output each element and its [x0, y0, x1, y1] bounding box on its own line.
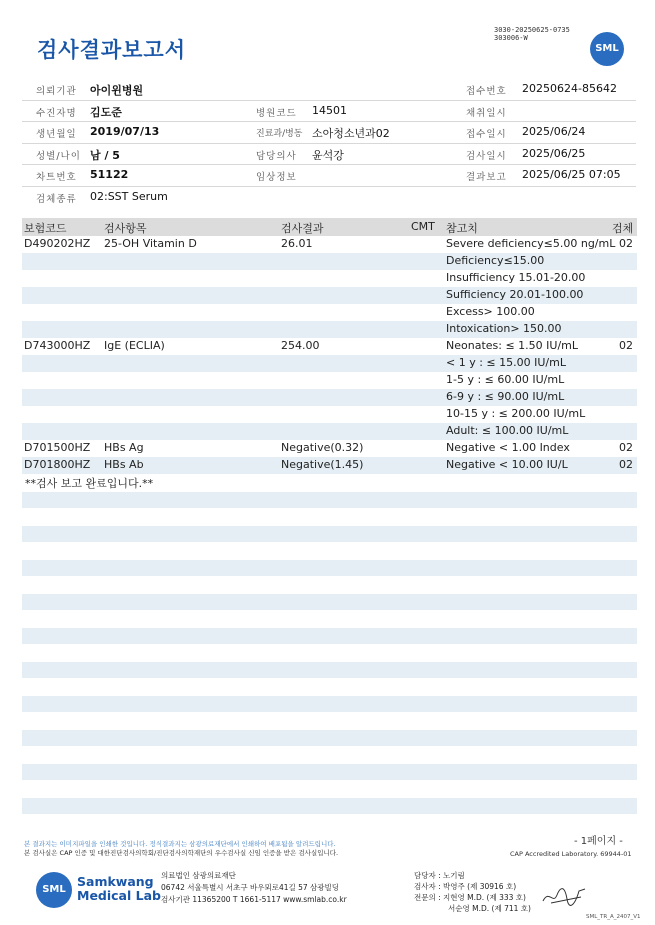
- result-row: [22, 423, 637, 440]
- document-id-line2: 303006-W: [494, 34, 528, 42]
- specimen-label: 검체종류: [36, 193, 77, 205]
- chart-no-label: 차트번호: [36, 172, 77, 183]
- report-date-label: 결과보고: [466, 172, 507, 183]
- test-date-value: 2025/06/25: [522, 146, 586, 160]
- result-row: [22, 372, 637, 389]
- notice-image-print: 본 결과지는 이미지파일을 인쇄한 것입니다. 정식결과지는 삼광의료재단에서 인쇄하여 배포됨을 알려드립니다.: [24, 840, 336, 848]
- result-item: 25-OH Vitamin D: [104, 237, 197, 250]
- hospital-code-label: 병원코드: [256, 107, 297, 119]
- result-spec: 02: [619, 339, 633, 352]
- result-ref: Severe deficiency≤5.00 ng/mL: [446, 237, 616, 250]
- info-row: [22, 187, 636, 208]
- result-row: [22, 355, 637, 372]
- info-row: [22, 79, 636, 101]
- signatories: [414, 870, 531, 914]
- result-ref: 1-5 y : ≤ 60.00 IU/mL: [446, 373, 565, 386]
- sml-logo: SML: [590, 32, 624, 66]
- col-code-header: 보험코드: [24, 222, 67, 235]
- doctor-label: 담당의사: [256, 150, 297, 162]
- handwritten-signature: [541, 883, 589, 909]
- sex-age-value: 남 / 5: [90, 148, 120, 162]
- result-ref: Excess> 100.00: [446, 305, 535, 318]
- result-ref: Negative < 10.00 IU/L: [446, 458, 568, 471]
- hospital-code-value: 14501: [312, 103, 347, 117]
- requester-value: 아이윈병원: [90, 84, 144, 97]
- chart-no-value: 51122: [90, 168, 129, 181]
- info-row: [22, 165, 636, 187]
- receipt-no-value: 20250624-85642: [522, 82, 617, 95]
- patient-info: [22, 79, 636, 207]
- results-header: [22, 218, 637, 236]
- receipt-no-label: 접수번호: [466, 86, 507, 97]
- dept-value: 소아청소년과02: [312, 127, 390, 140]
- result-row: [22, 236, 637, 253]
- signatory-specialist1: 전문의 : 지현영 M.D. (제 333 호): [414, 893, 526, 902]
- result-ref: Deficiency≤15.00: [446, 254, 545, 267]
- empty-stripe: [22, 492, 637, 508]
- result-row: [22, 304, 637, 321]
- lab-name-line1: Samkwang: [77, 874, 154, 889]
- result-code: D701800HZ: [24, 458, 91, 471]
- notice-cap-cert: 본 검사실은 CAP 인증 및 대한진단검사의학회/진단검사의학재단의 우수검사실 신임 인증을 받은 검사실입니다.: [24, 849, 339, 857]
- result-row: [22, 338, 637, 355]
- result-code: D743000HZ: [24, 339, 91, 352]
- page-number: - 1페이지 -: [574, 836, 623, 847]
- empty-stripe: [22, 696, 637, 712]
- collect-date-label: 채취일시: [466, 107, 507, 119]
- specimen-value: 02:SST Serum: [90, 189, 168, 203]
- complete-note: **검사 보고 완료입니다.**: [25, 477, 154, 490]
- doctor-value: 윤석강: [312, 148, 344, 162]
- lab-logo: SML: [36, 872, 72, 908]
- col-specimen-header: 검체: [612, 222, 634, 235]
- requester-label: 의뢰기관: [36, 86, 77, 97]
- results-body: [22, 236, 637, 474]
- signatory-manager: 담당자 : 노기림: [414, 871, 465, 880]
- result-item: HBs Ag: [104, 441, 144, 454]
- test-date-label: 검사일시: [466, 150, 507, 162]
- result-ref: Neonates: ≤ 1.50 IU/mL: [446, 339, 578, 352]
- result-ref: Intoxication> 150.00: [446, 322, 562, 335]
- result-result: Negative(0.32): [281, 441, 364, 454]
- result-item: IgE (ECLIA): [104, 339, 165, 352]
- result-ref: 10-15 y : ≤ 200.00 IU/mL: [446, 407, 586, 420]
- result-ref: < 1 y : ≤ 15.00 IU/mL: [446, 356, 566, 369]
- result-row: [22, 321, 637, 338]
- result-row: [22, 406, 637, 423]
- form-code: SML_TR_A_2407_V1: [586, 914, 641, 920]
- cap-accreditation: CAP Accredited Laboratory. 69944-01: [510, 850, 632, 858]
- result-row: [22, 389, 637, 406]
- complete-note-row: [22, 474, 637, 491]
- result-ref: Negative < 1.00 Index: [446, 441, 570, 454]
- signatory-specialist2: 서순영 M.D. (제 711 호): [448, 904, 531, 913]
- empty-stripe: [22, 764, 637, 780]
- col-ref-header: 참고치: [446, 222, 478, 235]
- result-ref: Sufficiency 20.01-100.00: [446, 288, 584, 301]
- empty-stripe: [22, 628, 637, 644]
- sex-age-label: 성별/나이: [36, 150, 81, 162]
- lab-contact: 검사기관 11365200 T 1661-5117 www.smlab.co.kr: [161, 895, 347, 904]
- result-code: D701500HZ: [24, 441, 91, 454]
- lab-foundation: 의료법인 삼광의료재단: [161, 871, 236, 880]
- receipt-date-value: 2025/06/24: [522, 125, 586, 138]
- empty-stripe: [22, 730, 637, 746]
- result-row: [22, 253, 637, 270]
- document-id-line1: 3030-20250625-0735: [494, 26, 570, 34]
- result-result: 254.00: [281, 339, 320, 352]
- result-ref: Insufficiency 15.01-20.00: [446, 271, 586, 284]
- result-item: HBs Ab: [104, 458, 144, 471]
- receipt-date-label: 접수일시: [466, 129, 507, 140]
- results-table: [22, 218, 637, 491]
- name-label: 수진자명: [36, 107, 77, 119]
- signatory-tester: 검사자 : 박영주 (제 30916 호): [414, 882, 517, 891]
- lab-street: 06742 서울특별시 서초구 바우뫼로41길 57 삼광빌딩: [161, 883, 340, 892]
- birth-label: 생년월일: [36, 129, 77, 140]
- clinical-label: 임상정보: [256, 172, 297, 183]
- result-row: [22, 440, 637, 457]
- result-result: Negative(1.45): [281, 458, 364, 471]
- lab-address: [161, 870, 347, 906]
- result-spec: 02: [619, 458, 633, 471]
- info-row: [22, 101, 636, 123]
- dept-label: 진료과/병동: [256, 129, 303, 139]
- col-result-header: 검사결과: [281, 222, 324, 235]
- col-cmt-header: CMT: [411, 220, 435, 233]
- result-result: 26.01: [281, 237, 313, 250]
- result-ref: Adult: ≤ 100.00 IU/mL: [446, 424, 569, 437]
- empty-stripe: [22, 526, 637, 542]
- col-item-header: 검사항목: [104, 222, 147, 235]
- empty-stripe: [22, 662, 637, 678]
- result-row: [22, 270, 637, 287]
- birth-value: 2019/07/13: [90, 125, 160, 138]
- empty-stripe: [22, 594, 637, 610]
- info-row: [22, 122, 636, 144]
- empty-stripe: [22, 560, 637, 576]
- report-title: 검사결과보고서: [37, 38, 187, 62]
- result-row: [22, 287, 637, 304]
- result-row: [22, 457, 637, 474]
- document-id: [494, 26, 570, 42]
- report-date-value: 2025/06/25 07:05: [522, 168, 621, 181]
- name-value: 김도준: [90, 105, 122, 119]
- result-code: D490202HZ: [24, 237, 91, 250]
- result-spec: 02: [619, 237, 633, 250]
- result-ref: 6-9 y : ≤ 90.00 IU/mL: [446, 390, 565, 403]
- report-notice: [24, 840, 338, 858]
- empty-stripe: [22, 798, 637, 814]
- lab-name-line2: Medical Lab: [77, 888, 161, 903]
- lab-name: [77, 875, 161, 903]
- result-spec: 02: [619, 441, 633, 454]
- info-row: [22, 144, 636, 166]
